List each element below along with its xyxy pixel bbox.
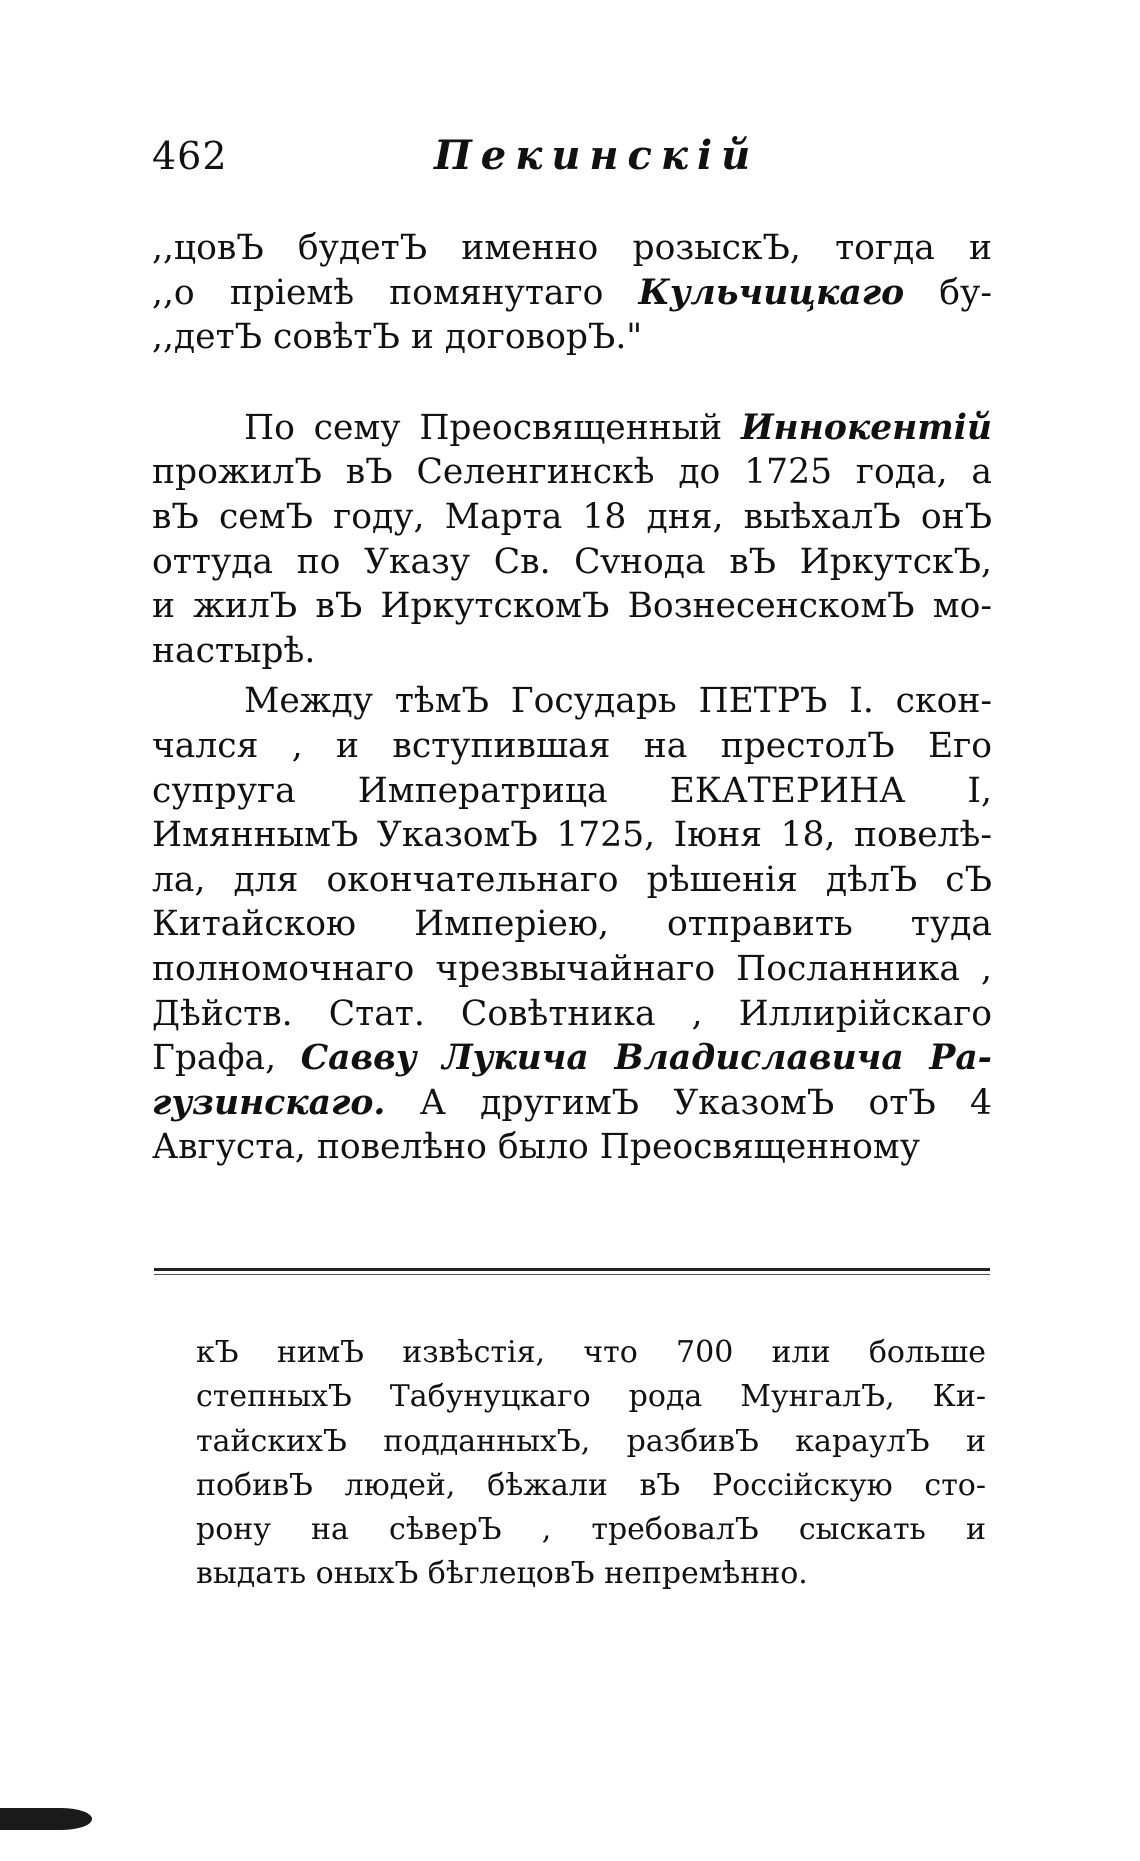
text-line: [152, 629, 992, 674]
text-segment: ,,о пріемѣ помянутаго: [152, 272, 639, 313]
text-segment: оттуда по Указу Св. Сvнода вЪ ИркутскЪ,: [152, 541, 992, 582]
paragraph-innokenty: [152, 406, 992, 674]
running-title: Пекинскій: [434, 132, 760, 179]
footnote-line: кЪ нимЪ извѣстія, что 700 или больше: [196, 1335, 986, 1370]
italic-text-segment: Савву Лукича Владиславича Ра-: [300, 1038, 992, 1079]
footnote-divider: [154, 1268, 990, 1271]
text-segment: и жилЪ вЪ ИркутскомЪ ВознесенскомЪ мо-: [152, 586, 992, 627]
text-segment: вЪ семЪ году, Марта 18 дня, выѣхалЪ онЪ: [152, 496, 992, 537]
italic-text-segment: Иннокентій: [740, 407, 992, 448]
text-segment: По сему Преосвященный: [244, 407, 741, 448]
text-line: [152, 226, 992, 271]
scan-ink-smudge: [0, 1808, 92, 1830]
text-line: [152, 992, 992, 1037]
text-segment: Дѣйств. Стат. Совѣтника , Иллирійскаго: [152, 993, 992, 1034]
footnote: [196, 1331, 986, 1597]
text-line: [152, 495, 992, 540]
page-header: [152, 128, 992, 188]
text-segment: чался , и вступившая на престолЪ Его: [152, 725, 992, 766]
text-segment: супруга Императрица ЕКАТЕРИНА I,: [152, 770, 992, 811]
text-line: [152, 450, 992, 495]
italic-text-segment: гузинскаго.: [152, 1082, 386, 1123]
text-segment: А другимЪ УказомЪ отЪ 4: [385, 1082, 992, 1123]
text-line: [152, 769, 992, 814]
footnote-line: тайскихЪ подданныхЪ, разбивЪ караулЪ и: [196, 1423, 986, 1459]
paragraph-quote-end: [152, 226, 992, 360]
italic-text-segment: Кульчицкаго: [638, 272, 905, 313]
text-line: [152, 902, 992, 947]
text-segment: Августа, повелѣно было Преосвященному: [152, 1127, 921, 1168]
text-line: [152, 858, 992, 903]
footnote-line: степныхЪ Табунуцкаго рода МунгалЪ, Ки-: [196, 1379, 986, 1415]
main-text: [152, 226, 992, 1170]
text-segment: Между тѣмЪ Государь ПЕТРЪ I. скон-: [244, 681, 992, 722]
text-segment: Графа,: [152, 1038, 301, 1079]
text-line: [152, 540, 992, 585]
text-segment: прожилЪ вЪ Селенгинскѣ до 1725 года, а: [152, 452, 992, 493]
text-segment: ,,детЪ совѣтЪ и договорЪ.": [152, 317, 643, 358]
text-line: [152, 947, 992, 992]
page-number: 462: [152, 134, 228, 178]
text-segment: полномочнаго чрезвычайнаго Посланника ,: [152, 948, 992, 989]
text-segment: настырѣ.: [152, 630, 316, 671]
paragraph-peter-death: [152, 679, 992, 1170]
text-segment: ИмяннымЪ УказомЪ 1725, Іюня 18, повелѣ-: [152, 815, 992, 856]
text-line: [152, 584, 992, 629]
text-line: [152, 271, 992, 316]
text-line: [152, 1036, 992, 1081]
text-line: [152, 1081, 992, 1126]
text-line: [152, 813, 992, 858]
text-line: [152, 406, 992, 451]
footnote-line: рону на сѣверЪ , требовалЪ сыскать и: [196, 1512, 986, 1548]
text-line: [152, 315, 992, 360]
text-segment: ,,цовЪ будетЪ именно розыскЪ, тогда и: [152, 228, 992, 268]
text-line: [152, 724, 992, 769]
text-segment: бу-: [904, 272, 992, 313]
text-segment: Китайскою Имперіею, отправить туда: [152, 904, 992, 945]
text-line: [152, 1125, 992, 1170]
text-line: [152, 679, 992, 724]
text-segment: ла, для окончательнаго рѣшенія дѣлЪ сЪ: [152, 859, 992, 900]
footnote-line: выдать оныхЪ бѣглецовЪ непремѣнно.: [196, 1556, 808, 1592]
footnote-line: побивЪ людей, бѣжали вЪ Россійскую сто-: [196, 1467, 986, 1503]
